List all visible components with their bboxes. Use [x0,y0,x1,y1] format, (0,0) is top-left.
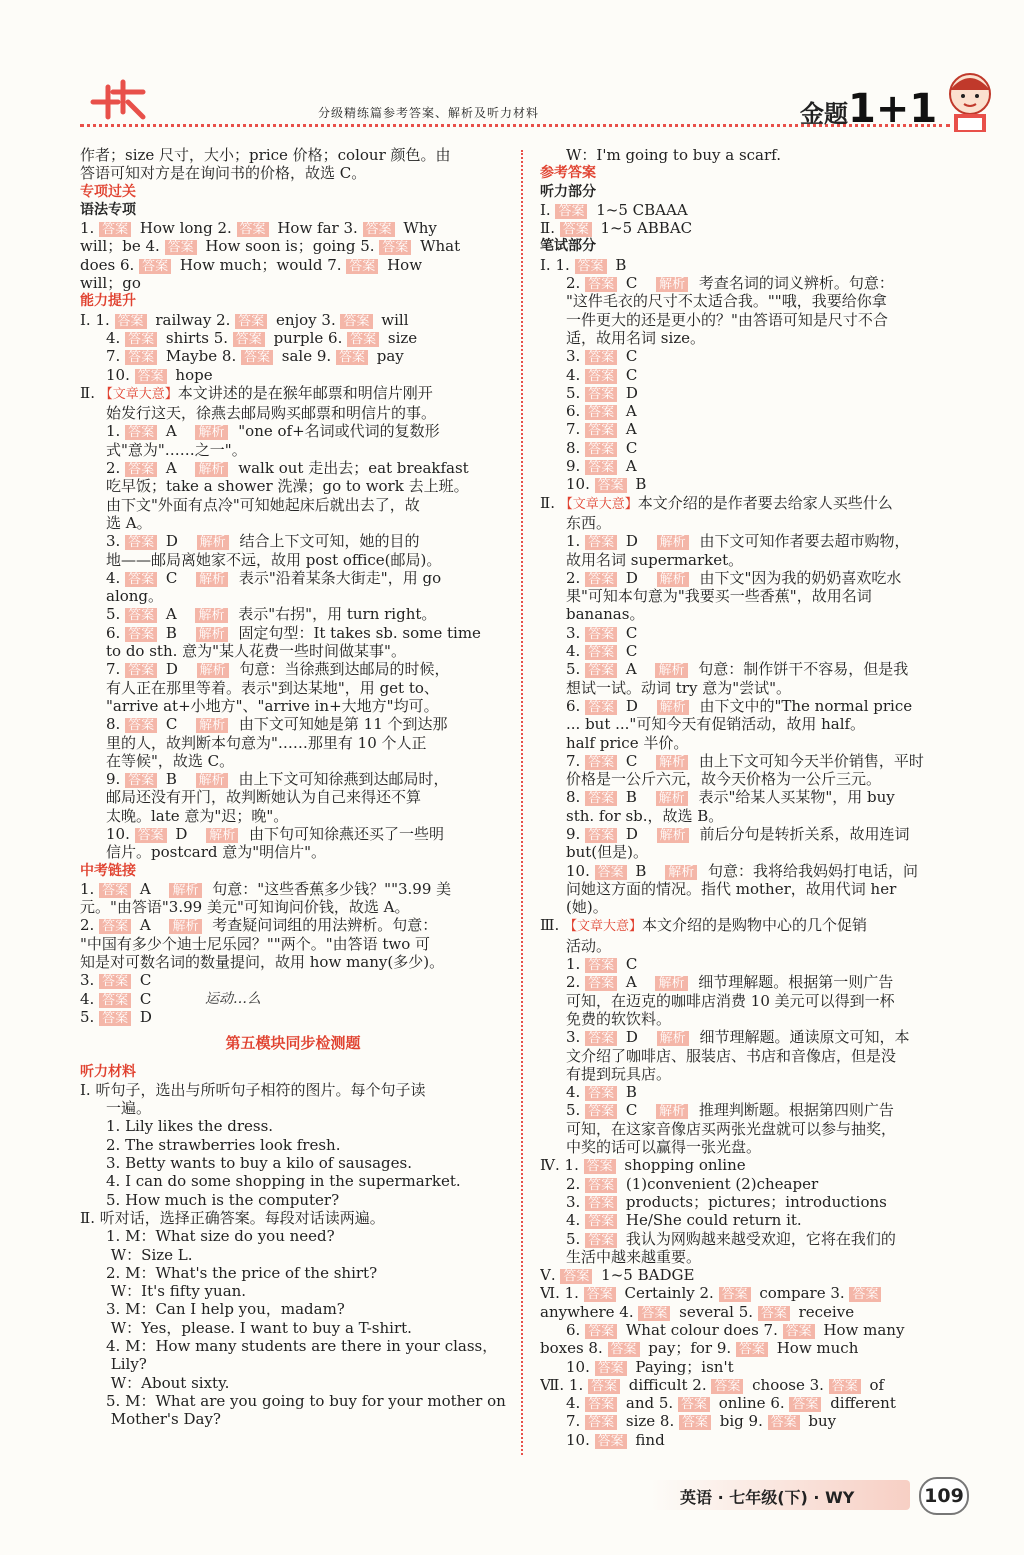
text-line: 5. 答案 D [566,383,638,402]
text-line: 1. 答案 C [566,955,638,974]
text-line: 1. 答案 D 解析 由下文可知作者要去超市购物， [566,532,910,551]
text-line: 地——邮局离她家不远，故用 post office(邮局)。 [106,550,442,569]
text-line: does 6. 答案 How much；would 7. 答案 How [80,255,423,274]
text-line: 知是对可数名词的数量提问，故用 how many(多少)。 [80,953,445,972]
subsection-heading: 笔试部分 [540,238,596,255]
text-line: 5. 答案 我认为网购越来越受欢迎，它将在我们的 [566,1229,896,1248]
text-line: 7. 答案 C 解析 由上下文可知今天半价销售，平时 [566,751,924,770]
text-line: 活动。 [566,936,612,955]
text-line: W：Size L. [106,1245,193,1264]
text-line: 5. 答案 D [80,1007,152,1026]
text-line: 4. M：How many students are there in your class， [106,1337,498,1355]
text-line: along。 [106,587,164,606]
right-column [540,146,965,1449]
brand-prefix: 金题 [800,100,848,128]
text-line: Ⅰ. 1. 答案 railway 2. 答案 enjoy 3. 答案 will [80,310,409,329]
text-line: 一件更大的还是更小的？"由答语可知是尺寸不合 [566,310,888,329]
text-line: 4. 答案 B [566,1083,637,1102]
text-line: 4. 答案 C [566,642,638,661]
text-line: 2. 答案 D 解析 由下文"因为我的奶奶喜欢吃水 [566,568,902,587]
column-divider [521,150,523,1455]
text-line: W：I'm going to buy a scarf. [566,146,781,164]
text-line: 4. 答案 shirts 5. 答案 purple 6. 答案 size [106,328,418,347]
header-subtitle: 分级精练篇参考答案、解析及听力材料 [318,106,540,120]
text-line: 8. 答案 C 解析 由下文可知她是第 11 个到达那 [106,715,448,734]
text-line: boxes 8. 答案 pay；for 9. 答案 How much [540,1339,859,1358]
text-line: 有人正在那里等着。表示"到达某地"，用 get to、 [106,678,439,697]
section-heading: 参考答案 [540,165,596,182]
text-line: 2. 答案 C 解析 考查名词的词义辨析。句意： [566,274,894,293]
text-line: Ⅳ. 1. 答案 shopping online [540,1156,746,1175]
text-line: 一遍。 [106,1099,152,1118]
text-line: bananas。 [566,605,645,624]
page-footer [655,1475,975,1515]
text-line: 6. 答案 What colour does 7. 答案 How many [566,1321,905,1339]
text-line: 10. 答案 D 解析 由下句可知徐燕还买了一些明 [106,824,444,843]
text-line: 2. 答案 A 解析 细节理解题。根据第一则广告 [566,973,894,992]
text-line: 3. 答案 D 解析 细节理解题。通读原文可知，本 [566,1028,910,1047]
text-line: Ⅱ. 【文章大意】本文介绍的是作者要去给家人买些什么 [540,493,893,512]
text-line: 6. 答案 D 解析 由下文中的"The normal price [566,696,913,715]
text-line: 2. 答案 A 解析 walk out 走出去；eat breakfast [106,459,469,478]
text-line: sth. for sb.，故选 B。 [566,806,724,825]
handwriting-note: 运动…么 [205,991,261,1007]
page-number: 109 [919,1477,969,1515]
text-line: 3. 答案 D 解析 结合上下文可知，她的目的 [106,532,420,551]
text-line: 5. M：What are you going to buy for your mother on [106,1391,506,1410]
text-line: W：It's fifty yuan. [106,1282,247,1301]
subsection-heading: 听力部分 [540,183,596,200]
text-line: 3. 答案 C [566,623,638,642]
text-line: "这件毛衣的尺寸不太适合我。""哦，我要给你拿 [566,292,887,311]
text-line: 4. 答案 C [80,989,152,1008]
text-line: 3. M：Can I help you，madam? [106,1300,345,1319]
text-line: 4. 答案 He/She could return it. [566,1211,802,1230]
left-column [80,146,506,1428]
text-line: 6. 答案 A [566,402,637,421]
text-line: 5. 答案 A 解析 表示"右拐"，用 turn right。 [106,605,437,624]
text-line: 4. 答案 C [566,365,638,384]
mascot-icon [936,66,1004,136]
text-line: 6. 答案 B 解析 固定句型：It takes sb. some time [106,623,481,642]
subsection-heading: 语法专项 [80,201,136,218]
text-line: 9. 答案 B 解析 由上下文可知徐燕到达邮局时， [106,770,449,789]
text-line: 10. 答案 hope [106,365,213,384]
section-heading: 听力材料 [80,1063,136,1080]
text-line: Ⅴ. 答案 1~5 BADGE [540,1266,695,1285]
section-heading: 中考链接 [80,862,136,879]
text-line: Ⅱ. 听对话，选择正确答案。每段对话读两遍。 [80,1208,385,1227]
text-line: 生活中越来越重要。 [566,1247,702,1266]
text-line: 里的人，故判断本句意为"……那里有 10 个人正 [106,733,427,752]
text-line: 3. Betty wants to buy a kilo of sausages. [106,1154,412,1173]
text-line: to do sth. 意为"某人花费一些时间做某事"。 [106,642,406,661]
text-line: (她)。 [566,898,608,917]
text-line: Ⅱ. 【文章大意】本文讲述的是在猴年邮票和明信片刚开 [80,383,433,402]
text-line: W：Yes，please. I want to buy a T-shirt. [106,1318,412,1337]
text-line: 免费的软饮料。 [566,1009,672,1028]
text-line: 9. 答案 A [566,457,637,476]
text-line: 1. 答案 How long 2. 答案 How far 3. 答案 Why [80,219,437,238]
text-line: 1. 答案 A 解析 "one of+名词或代词的复数形 [106,422,440,441]
text-line: 式"意为"……之一"。 [106,440,247,459]
text-line: 4. 答案 and 5. 答案 online 6. 答案 different [566,1394,896,1413]
text-line: 2. The strawberries look fresh. [106,1135,341,1154]
text-line: 1. 答案 A 解析 句意："这些香蕉多少钱？""3.99 美 [80,879,452,898]
text-line: "arrive at+小地方"、"arrive in+大地方"均可。 [106,696,439,715]
brand-suffix: 1+1 [848,86,938,132]
text-line: 2. 答案 (1)convenient (2)cheaper [566,1174,819,1193]
text-line: half price 半价。 [566,733,689,752]
text-line: 5. How much is the computer? [106,1190,340,1209]
text-line: Ⅰ. 答案 1~5 CBAAA [540,200,688,219]
text-line: 中奖的话可以赢得一张光盘。 [566,1138,762,1157]
text-line: Ⅵ. 1. 答案 Certainly 2. 答案 compare 3. 答案 [540,1284,965,1302]
page-header [0,0,1024,140]
text-line: 3. 答案 products；pictures；introductions [566,1192,887,1211]
logo-icon [88,72,148,122]
text-line: 可知，在这家音像店买两张光盘就可以参与抽奖， [566,1119,897,1138]
text-line: 1. Lily likes the dress. [106,1117,274,1136]
text-line: 4. 答案 C 解析 表示"沿着某条大街走"，用 go [106,568,442,587]
text-line: 邮局还没有开门，故判断她认为自己来得还不算 [106,788,422,807]
section-heading: 专项过关 [80,183,136,200]
text-line: 在等候"，故选 C。 [106,751,235,770]
text-line: 果"可知本句意为"我要买一些香蕉"，故用名词 [566,587,872,606]
text-line: 价格是一公斤六元，故今天价格为一公斤三元。 [566,770,882,789]
text-line: 答语可知对方是在询问书的价格，故选 C。 [80,164,367,183]
text-line: 9. 答案 D 解析 前后分句是转折关系，故用连词 [566,824,910,843]
text-line: 4. I can do some shopping in the supermarket. [106,1172,461,1191]
text-line: 2. 答案 A 解析 考查疑问词组的用法辨析。句意： [80,916,438,935]
text-line: will；be 4. 答案 How soon is；going 5. 答案 What [80,237,461,256]
module-title: 第五模块同步检测题 [225,1034,361,1053]
text-line: Ⅰ. 1. 答案 B [540,255,627,274]
text-line: "中国有多少个迪士尼乐园？""两个。"由答语 two 可 [80,934,431,953]
text-line: 7. 答案 A [566,420,637,439]
text-line: 适，故用名词 size。 [566,328,706,347]
text-line: but(但是)。 [566,843,648,862]
text-line: 由下文"外面有点冷"可知她起床后就出去了，故 [106,495,420,514]
text-line: 作者；size 尺寸，大小；price 价格；colour 颜色。由 [80,146,451,164]
text-line: Ⅱ. 答案 1~5 ABBAC [540,219,693,238]
text-line: Lily? [106,1355,147,1374]
text-line: 5. 答案 C 解析 推理判断题。根据第四则广告 [566,1101,894,1120]
text-line: 3. 答案 C [566,347,638,366]
text-line: 元。"由答语"3.99 美元"可知询问价钱，故选 A。 [80,898,410,917]
text-line: Ⅲ. 【文章大意】本文介绍的是购物中心的几个促销 [540,916,868,935]
text-line: 3. 答案 C [80,971,152,990]
text-line: 10. 答案 B [566,475,647,494]
text-line: 问她这方面的情况。指代 mother，故用代词 her [566,879,897,898]
text-line: ... but ..."可知今天有促销活动，故用 half。 [566,715,866,734]
section-heading: 能力提升 [80,293,136,310]
text-line: 8. 答案 B 解析 表示"给某人买某物"，用 buy [566,788,895,807]
text-line: 东西。 [566,513,612,532]
text-line: 10. 答案 Paying；isn't [566,1357,734,1376]
text-line: 7. 答案 D 解析 句意：当徐燕到达邮局的时候， [106,660,450,679]
text-line: Mother's Day? [106,1410,221,1429]
brand [800,86,937,132]
text-line: 1. M：What size do you need? [106,1227,335,1246]
text-line: 可知，在迈克的咖啡店消费 10 美元可以得到一杯 [566,991,895,1010]
text-line: 7. 答案 size 8. 答案 big 9. 答案 buy [566,1412,837,1431]
text-line: Ⅰ. 听句子，选出与所听句子相符的图片。每个句子读 [80,1080,426,1099]
text-line: 5. 答案 A 解析 句意：制作饼干不容易，但是我 [566,660,909,679]
text-line: 10. 答案 B 解析 句意：我将给我妈妈打电话，问 [566,861,918,880]
text-line: 始发行这天，徐燕去邮局购买邮票和明信片的事。 [106,404,437,423]
text-line: 选 A。 [106,513,152,532]
text-line: 7. 答案 Maybe 8. 答案 sale 9. 答案 pay [106,347,404,366]
text-line: 故用名词 supermarket。 [566,550,744,569]
text-line: 吃早饭；take a shower 洗澡；go to work 去上班。 [106,477,469,496]
text-line: Ⅶ. 1. 答案 difficult 2. 答案 choose 3. 答案 of [540,1375,885,1394]
text-line: 有提到玩具店。 [566,1064,672,1083]
text-line: anywhere 4. 答案 several 5. 答案 receive [540,1302,855,1321]
text-line: 想试一试。动词 try 意为"尝试"。 [566,678,792,697]
text-line: 10. 答案 find [566,1430,665,1449]
text-line: 8. 答案 C [566,438,638,457]
text-line: 2. M：What's the price of the shirt? [106,1263,378,1282]
footer-subject: 英语 · 七年级(下) · WY [680,1488,855,1507]
text-line: 太晚。late 意为"迟；晚"。 [106,806,289,825]
text-line: 文介绍了咖啡店、服装店、书店和音像店，但是没 [566,1046,897,1065]
text-line: W：About sixty. [106,1373,230,1392]
text-line: will；go [80,274,141,293]
text-line: 信片。postcard 意为"明信片"。 [106,843,327,862]
